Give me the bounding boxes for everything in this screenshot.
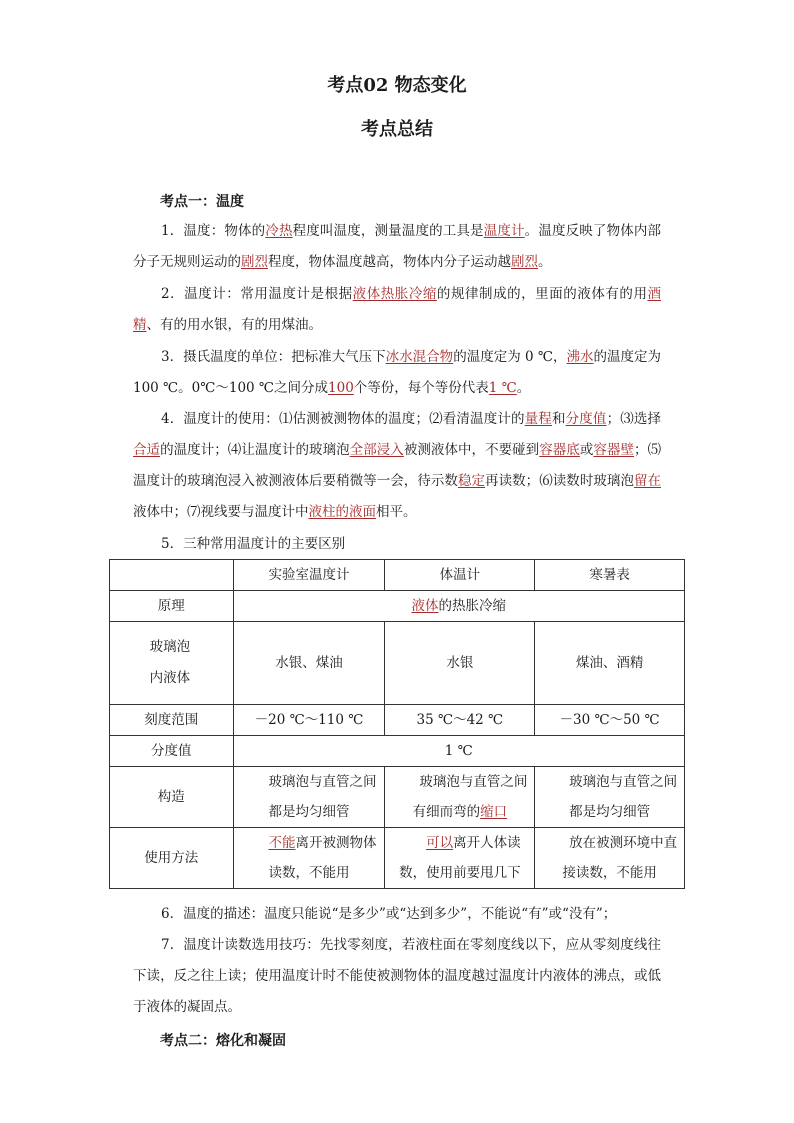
table-row-principle (110, 591, 685, 622)
table-cell: 液体的热胀冷缩 (233, 591, 684, 622)
underlined-term: 量程 (524, 411, 552, 427)
paragraph-celsius-unit: 3．摄氏温度的单位：把标准大气压下冰水混合物的温度定为 0 ℃，沸水的温度定为 100 ℃。0℃～100 ℃之间分成100个等份，每个等份代表1 ℃。 (133, 349, 662, 396)
underlined-term: 缩口 (480, 804, 508, 820)
table-header-row (110, 560, 685, 591)
page-title: 考点02 物态变化 (327, 75, 467, 96)
table-cell: 煤油、酒精 (535, 622, 685, 705)
row-label: 分度值 (110, 736, 234, 767)
underlined-term: 不能 (268, 835, 296, 851)
table-cell: －20 ℃～110 ℃ (233, 705, 385, 736)
table-row-usage (110, 828, 685, 889)
paragraph-thermometer-usage: 4．温度计的使用：⑴估测被测物体的温度；⑵看清温度计的量程和分度值；⑶选择合适的温度计；⑷让温度计的玻璃泡全部浸入被测液体中，不要碰到容器底或容器壁；⑸温度计的玻璃泡浸入被测液体后要稍微等一会，待示数稳定再读数；⑹读数时玻璃泡留在液体中；⑺视线要与温度计中液柱的液面相平。 (133, 411, 662, 520)
underlined-term: 100 (328, 380, 354, 396)
row-label (110, 622, 234, 705)
row-label: 原理 (110, 591, 234, 622)
table-header-cell: 实验室温度计 (233, 560, 385, 591)
paragraph-temperature-description: 6．温度的描述：温度只能说“是多少”或“达到多少”，不能说“有”或“没有”； (161, 906, 617, 922)
row-label: 使用方法 (110, 828, 234, 889)
underlined-term: 容器壁 (593, 442, 635, 458)
underlined-term: 留在 (633, 473, 662, 489)
thermometer-comparison-table (109, 559, 685, 889)
section-heading-temperature: 考点一：温度 (160, 194, 244, 210)
table-cell: 35 ℃～42 ℃ (385, 705, 535, 736)
table-cell: 水银、煤油 (233, 622, 385, 705)
table-cell: 玻璃泡与直管之间都是均匀细管 (233, 767, 385, 828)
section-heading-melting: 考点二：熔化和凝固 (160, 1033, 286, 1049)
underlined-term: 剧烈 (511, 254, 538, 270)
table-cell: 1 ℃ (233, 736, 684, 767)
underlined-term: 液柱的液面 (308, 504, 376, 520)
underlined-term: 容器底 (539, 442, 580, 458)
table-cell: 玻璃泡与直管之间都是均匀细管 (535, 767, 685, 828)
table-cell: 水银 (385, 622, 535, 705)
table-cell: 玻璃泡与直管之间有细而弯的缩口 (385, 767, 535, 828)
underlined-term: 液体热胀冷缩 (352, 286, 437, 302)
underlined-term: 1 ℃ (488, 380, 517, 396)
underlined-term: 剧烈 (241, 254, 268, 270)
row-label-text: 玻璃泡内液体 (149, 639, 191, 686)
underlined-term: 合适 (133, 442, 161, 458)
table-cell: 放在被测环境中直接读数，不能用 (535, 828, 685, 889)
table-row-range (110, 705, 685, 736)
table-header-cell (110, 560, 234, 591)
underlined-term: 冷热 (265, 223, 293, 239)
table-header-cell: 体温计 (385, 560, 535, 591)
underlined-term: 酒精 (133, 286, 662, 333)
underlined-term: 液体 (411, 598, 439, 614)
page-subtitle: 考点总结 (361, 119, 433, 140)
paragraph-thermometer: 2．温度计：常用温度计是根据液体热胀冷缩的规律制成的，里面的液体有的用酒精、有的用水银，有的用煤油。 (133, 286, 662, 333)
underlined-term: 分度值 (565, 411, 607, 427)
row-label: 构造 (110, 767, 234, 828)
underlined-term: 稳定 (457, 473, 486, 489)
underlined-term: 温度计 (483, 223, 525, 239)
table-header-cell: 寒暑表 (535, 560, 685, 591)
table-row-liquid (110, 622, 685, 705)
table-row-structure (110, 767, 685, 828)
row-label: 刻度范围 (110, 705, 234, 736)
table-cell: 可以离开人体读数，使用前要甩几下 (385, 828, 535, 889)
paragraph-temperature-definition: 1．温度：物体的冷热程度叫温度，测量温度的工具是温度计。温度反映了物体内部分子无规则运动的剧烈程度，物体温度越高，物体内分子运动越剧烈。 (133, 223, 662, 270)
underlined-term: 全部浸入 (349, 442, 404, 458)
underlined-term: 沸水 (566, 349, 594, 365)
paragraph-table-caption: 5．三种常用温度计的主要区别 (161, 536, 346, 552)
underlined-term: 可以 (426, 835, 454, 851)
table-cell: －30 ℃～50 ℃ (535, 705, 685, 736)
underlined-term: 冰水混合物 (385, 349, 454, 365)
table-row-division (110, 736, 685, 767)
paragraph-reading-tips: 7．温度计读数选用技巧：先找零刻度，若液柱面在零刻度线以下，应从零刻度线往下读，反之往上读；使用温度计时不能使被测物体的温度越过温度计内液体的沸点，或低于液体的凝固点。 (133, 937, 661, 1015)
table-cell: 不能离开被测物体读数，不能用 (233, 828, 385, 889)
